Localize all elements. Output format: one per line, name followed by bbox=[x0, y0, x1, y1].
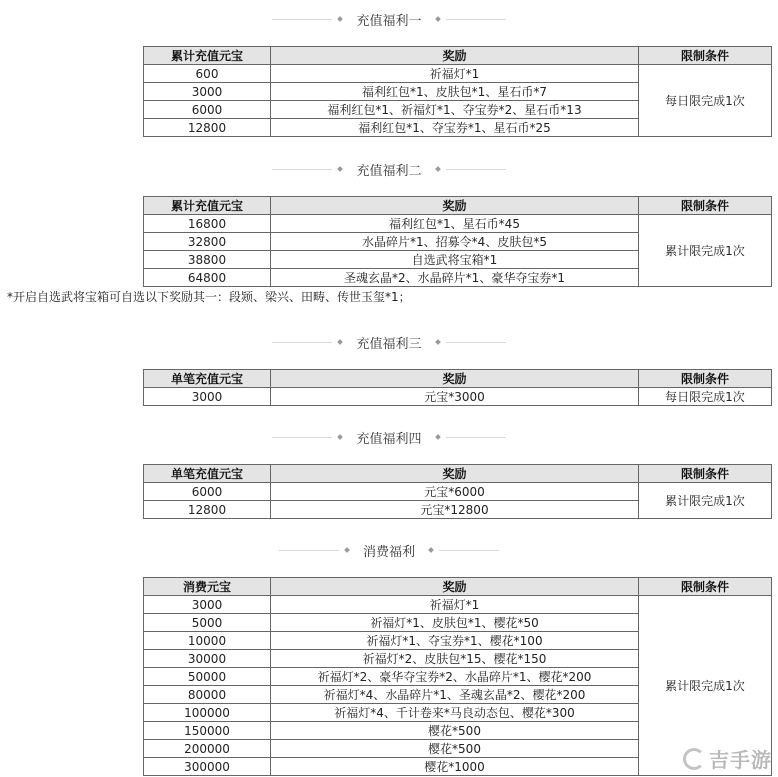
header-amount: 单笔充值元宝 bbox=[144, 465, 271, 483]
section-title-text: 充值福利四 bbox=[356, 431, 422, 447]
section-title-2 bbox=[0, 160, 778, 178]
cell-reward: 祈福灯*2、豪华夺宝券*2、水晶碎片*1、樱花*200 bbox=[271, 668, 639, 686]
cell-amount: 64800 bbox=[144, 269, 271, 287]
section-title-5 bbox=[0, 541, 778, 559]
cell-amount: 38800 bbox=[144, 251, 271, 269]
reward-table-4 bbox=[143, 464, 772, 519]
table-row bbox=[144, 596, 772, 614]
watermark-text: 吉手游 bbox=[709, 748, 772, 772]
title-divider-left bbox=[272, 19, 332, 20]
header-condition: 限制条件 bbox=[639, 465, 772, 483]
header-reward: 奖励 bbox=[271, 197, 639, 215]
cell-amount: 3000 bbox=[144, 388, 271, 406]
cell-reward: 水晶碎片*1、招募令*4、皮肤包*5 bbox=[271, 233, 639, 251]
cell-reward: 元宝*12800 bbox=[271, 501, 639, 519]
cell-amount: 100000 bbox=[144, 704, 271, 722]
cell-amount: 12800 bbox=[144, 501, 271, 519]
header-condition: 限制条件 bbox=[639, 370, 772, 388]
section-title-text: 充值福利二 bbox=[356, 163, 422, 179]
cell-reward: 自选武将宝箱*1 bbox=[271, 251, 639, 269]
cell-reward: 福利红包*1、星石币*45 bbox=[271, 215, 639, 233]
diamond-icon bbox=[428, 547, 434, 553]
cell-reward: 福利红包*1、皮肤包*1、星石币*7 bbox=[271, 83, 639, 101]
title-divider-left bbox=[272, 169, 332, 170]
header-amount: 累计充值元宝 bbox=[144, 47, 271, 65]
diamond-icon bbox=[338, 16, 344, 22]
title-divider-right bbox=[439, 550, 499, 551]
cell-amount: 3000 bbox=[144, 83, 271, 101]
cell-reward: 元宝*3000 bbox=[271, 388, 639, 406]
cell-amount: 3000 bbox=[144, 596, 271, 614]
cell-amount: 200000 bbox=[144, 740, 271, 758]
cell-amount: 600 bbox=[144, 65, 271, 83]
cell-condition: 每日限完成1次 bbox=[639, 65, 772, 137]
header-condition: 限制条件 bbox=[639, 578, 772, 596]
cell-amount: 32800 bbox=[144, 233, 271, 251]
diamond-icon bbox=[338, 166, 344, 172]
cell-reward: 祈福灯*1 bbox=[271, 596, 639, 614]
header-reward: 奖励 bbox=[271, 465, 639, 483]
diamond-icon bbox=[338, 339, 344, 345]
reward-table-3 bbox=[143, 369, 772, 406]
cell-reward: 圣魂玄晶*2、水晶碎片*1、豪华夺宝券*1 bbox=[271, 269, 639, 287]
cell-amount: 12800 bbox=[144, 119, 271, 137]
cell-condition: 累计限完成1次 bbox=[639, 596, 772, 776]
watermark-logo-icon bbox=[683, 748, 705, 770]
table-row bbox=[144, 215, 772, 233]
diamond-icon bbox=[435, 339, 441, 345]
header-reward: 奖励 bbox=[271, 47, 639, 65]
cell-amount: 30000 bbox=[144, 650, 271, 668]
table-header-row bbox=[144, 370, 772, 388]
section-title-4 bbox=[0, 428, 778, 446]
cell-amount: 80000 bbox=[144, 686, 271, 704]
cell-condition: 累计限完成1次 bbox=[639, 483, 772, 519]
title-divider-right bbox=[446, 437, 506, 438]
header-condition: 限制条件 bbox=[639, 197, 772, 215]
cell-amount: 5000 bbox=[144, 614, 271, 632]
cell-amount: 16800 bbox=[144, 215, 271, 233]
title-divider-left bbox=[272, 437, 332, 438]
table-header-row bbox=[144, 465, 772, 483]
header-amount: 消费元宝 bbox=[144, 578, 271, 596]
header-amount: 累计充值元宝 bbox=[144, 197, 271, 215]
table-header-row bbox=[144, 47, 772, 65]
title-divider-right bbox=[446, 19, 506, 20]
cell-amount: 6000 bbox=[144, 101, 271, 119]
title-divider-right bbox=[446, 342, 506, 343]
cell-reward: 祈福灯*1 bbox=[271, 65, 639, 83]
cell-reward: 元宝*6000 bbox=[271, 483, 639, 501]
diamond-icon bbox=[435, 434, 441, 440]
cell-reward: 福利红包*1、夺宝券*1、星石币*25 bbox=[271, 119, 639, 137]
table-row bbox=[144, 483, 772, 501]
section-title-1 bbox=[0, 10, 778, 28]
cell-amount: 50000 bbox=[144, 668, 271, 686]
cell-amount: 10000 bbox=[144, 632, 271, 650]
table-header-row bbox=[144, 197, 772, 215]
cell-reward: 祈福灯*1、皮肤包*1、樱花*50 bbox=[271, 614, 639, 632]
diamond-icon bbox=[435, 16, 441, 22]
header-reward: 奖励 bbox=[271, 578, 639, 596]
table-row bbox=[144, 388, 772, 406]
cell-reward: 祈福灯*1、夺宝券*1、樱花*100 bbox=[271, 632, 639, 650]
cell-reward: 福利红包*1、祈福灯*1、夺宝券*2、星石币*13 bbox=[271, 101, 639, 119]
cell-reward: 祈福灯*2、皮肤包*15、樱花*150 bbox=[271, 650, 639, 668]
header-amount: 单笔充值元宝 bbox=[144, 370, 271, 388]
title-divider-left bbox=[279, 550, 339, 551]
cell-reward: 祈福灯*4、千计卷来*马良动态包、樱花*300 bbox=[271, 704, 639, 722]
reward-table-1 bbox=[143, 46, 772, 137]
table-row bbox=[144, 65, 772, 83]
header-condition: 限制条件 bbox=[639, 47, 772, 65]
section-title-text: 消费福利 bbox=[362, 544, 415, 560]
diamond-icon bbox=[338, 434, 344, 440]
cell-reward: 樱花*500 bbox=[271, 722, 639, 740]
cell-reward: 祈福灯*4、水晶碎片*1、圣魂玄晶*2、樱花*200 bbox=[271, 686, 639, 704]
title-divider-left bbox=[272, 342, 332, 343]
diamond-icon bbox=[435, 166, 441, 172]
selection-note: *开启自选武将宝箱可自选以下奖励其一：段颎、梁兴、田畴、传世玉玺*1； bbox=[7, 290, 411, 304]
cell-amount: 150000 bbox=[144, 722, 271, 740]
cell-amount: 300000 bbox=[144, 758, 271, 776]
reward-table-5 bbox=[143, 577, 772, 776]
section-title-3 bbox=[0, 333, 778, 351]
section-title-text: 充值福利一 bbox=[356, 13, 422, 29]
diamond-icon bbox=[344, 547, 350, 553]
cell-condition: 累计限完成1次 bbox=[639, 215, 772, 287]
section-title-text: 充值福利三 bbox=[356, 336, 422, 352]
title-divider-right bbox=[446, 169, 506, 170]
reward-table-2 bbox=[143, 196, 772, 287]
cell-amount: 6000 bbox=[144, 483, 271, 501]
header-reward: 奖励 bbox=[271, 370, 639, 388]
cell-condition: 每日限完成1次 bbox=[639, 388, 772, 406]
table-header-row bbox=[144, 578, 772, 596]
cell-reward: 樱花*500 bbox=[271, 740, 639, 758]
cell-reward: 樱花*1000 bbox=[271, 758, 639, 776]
watermark bbox=[683, 744, 772, 773]
